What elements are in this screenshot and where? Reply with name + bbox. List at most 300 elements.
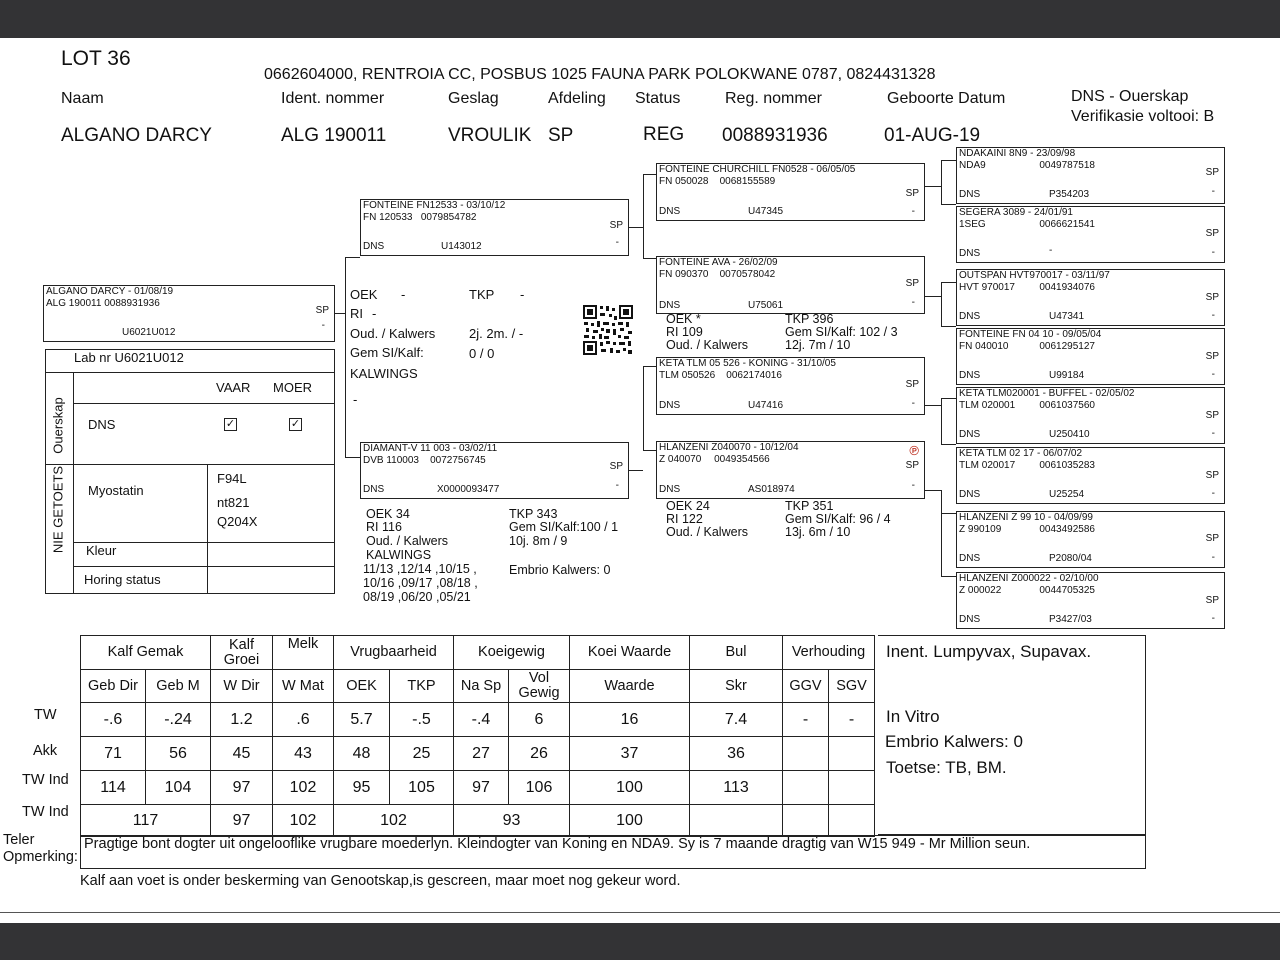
great-grandparent-reg: 0044705325 <box>1039 585 1095 596</box>
ebv-table <box>80 635 875 837</box>
dam-kalwings-line1: 11/13 ,12/14 ,10/15 , <box>363 562 477 576</box>
animal-tkp-label: TKP <box>469 287 495 302</box>
great-grandparent-dash: - <box>1211 552 1215 563</box>
tw-ind-cell: 95 <box>334 771 390 805</box>
group-header: Melk <box>273 636 334 670</box>
gp-ava-gem: Gem SI/Kalf: 102 / 3 <box>785 325 898 339</box>
grandparent-dns: DNS <box>659 400 681 411</box>
label-geboorte: Geboorte Datum <box>887 90 1006 107</box>
tw-ind-cell: 113 <box>690 771 783 805</box>
tw-ind-cell <box>829 771 875 805</box>
animal-dash: - <box>321 320 325 331</box>
connector <box>643 450 656 451</box>
great-grandparent-box <box>956 269 1225 326</box>
great-grandparent-code: P3427/03 <box>1049 614 1092 625</box>
great-grandparent-sp: SP <box>1205 167 1219 178</box>
grandparent-code: AS018974 <box>748 484 795 495</box>
connector <box>941 282 942 326</box>
connector <box>941 160 956 161</box>
connector <box>941 444 956 445</box>
connector <box>925 186 941 187</box>
grandparent-dash: - <box>911 398 915 409</box>
grandparent-dash: - <box>911 480 915 491</box>
connector <box>643 174 656 175</box>
grandparent-sp: SP <box>905 460 919 471</box>
tw-ind-group-cell: 97 <box>211 805 273 837</box>
dam-title: DIAMANT-V 11 003 - 03/02/11 <box>363 443 498 454</box>
great-grandparent-ids <box>959 585 1095 597</box>
connector <box>941 398 942 444</box>
sire-reg: 0079854782 <box>420 212 477 223</box>
sub-header: SGV <box>829 670 875 703</box>
connector <box>941 204 956 205</box>
connector <box>925 405 941 406</box>
sub-header: Skr <box>690 670 783 703</box>
top-bar <box>0 0 1280 38</box>
great-grandparent-ident: TLM 020017 <box>959 460 1016 471</box>
great-grandparent-sp: SP <box>1205 533 1219 544</box>
remark-box <box>80 835 1146 869</box>
society-logo-icon: ℗ <box>909 443 919 458</box>
grandparent-sp: SP <box>905 278 919 289</box>
great-grandparent-sp: SP <box>1205 228 1219 239</box>
akk-cell: 45 <box>211 737 273 771</box>
grandparent-reg: 0070578042 <box>719 269 776 280</box>
great-grandparent-title: KETA TLM 02 17 - 06/07/02 <box>959 448 1083 459</box>
gp-hlanzeni-tkp: TKP 351 <box>785 499 834 513</box>
animal-title: ALGANO DARCY - 01/08/19 <box>46 286 174 297</box>
tw-ind-group-cell <box>829 805 875 837</box>
dam-ids <box>363 455 486 467</box>
bottom-bar <box>0 923 1280 960</box>
label-geslag: Geslag <box>448 90 499 107</box>
great-grandparent-dash: - <box>1211 369 1215 380</box>
grandparent-reg: 0068155589 <box>719 176 776 187</box>
grandparent-ident: FN 050028 <box>659 176 709 187</box>
value-ident: ALG 190011 <box>281 125 387 146</box>
footer-note: Kalf aan voet is onder beskerming van Genootskap,is gescreen, maar moet nog gekeur word. <box>80 873 681 889</box>
animal-kalwings-label: KALWINGS <box>350 366 418 381</box>
connector <box>643 366 656 367</box>
great-grandparent-ident: Z 000022 <box>959 585 1002 596</box>
divider <box>46 372 334 373</box>
great-grandparent-dash: - <box>1211 428 1215 439</box>
great-grandparent-dash: - <box>1211 247 1215 258</box>
grandparent-sp: SP <box>905 188 919 199</box>
great-grandparent-dns: DNS <box>959 248 981 259</box>
great-grandparent-dns: DNS <box>959 429 981 440</box>
dam-kalwings-line2: 10/16 ,09/17 ,08/18 , <box>363 576 478 590</box>
tw-ind-cell: 106 <box>509 771 570 805</box>
grandparent-ids <box>659 269 775 281</box>
connector <box>643 366 644 450</box>
label-status: Status <box>635 90 681 107</box>
great-grandparent-ident: NDA9 <box>959 160 986 171</box>
connector <box>643 258 656 259</box>
animal-ids: ALG 190011 0088931936 <box>46 298 160 309</box>
akk-cell <box>829 737 875 771</box>
animal-code: U6021U012 <box>122 327 176 338</box>
sub-header: Na Sp <box>454 670 509 703</box>
great-grandparent-sp: SP <box>1205 292 1219 303</box>
sub-header: OEK <box>334 670 390 703</box>
tw-cell: - <box>829 703 875 737</box>
dam-kalwings-line3: 08/19 ,06/20 ,05/21 <box>363 590 471 604</box>
grandparent-box <box>656 357 925 415</box>
great-grandparent-ident: 1SEG <box>959 219 986 230</box>
grandparent-box <box>656 441 925 499</box>
dam-oud-value: 10j. 8m / 9 <box>509 534 568 548</box>
great-grandparent-title: HLANZENI Z000022 - 02/10/00 <box>959 573 1099 584</box>
great-grandparent-box <box>956 387 1225 444</box>
sub-header: W Mat <box>273 670 334 703</box>
great-grandparent-dash: - <box>1211 488 1215 499</box>
dam-box <box>360 442 629 499</box>
lab-box <box>45 349 335 594</box>
grandparent-dash: - <box>911 297 915 308</box>
grandparent-reg: 0049354566 <box>714 454 770 465</box>
grandparent-code: U75061 <box>748 300 784 311</box>
group-header: Bul <box>690 636 783 670</box>
value-reg: 0088931936 <box>722 125 828 146</box>
grandparent-box <box>656 256 925 314</box>
tw-ind-group-cell: 102 <box>334 805 454 837</box>
great-grandparent-ids <box>959 460 1095 472</box>
dam-code: X0000093477 <box>437 484 500 495</box>
tw-ind-cell: 102 <box>273 771 334 805</box>
tw-ind-cell <box>783 771 829 805</box>
great-grandparent-title: SEGERA 3089 - 24/01/91 <box>959 207 1073 218</box>
myostatin-label: Myostatin <box>88 483 144 498</box>
connector <box>941 160 942 204</box>
great-grandparent-dash: - <box>1211 310 1215 321</box>
animal-ri-value: - <box>372 306 377 321</box>
divider <box>207 464 208 594</box>
great-grandparent-sp: SP <box>1205 595 1219 606</box>
grandparent-title: FONTEINE AVA - 26/02/09 <box>659 257 778 268</box>
great-grandparent-reg: 0061295127 <box>1039 341 1095 352</box>
great-grandparent-box <box>956 572 1225 629</box>
sire-title: FONTEINE FN12533 - 03/10/12 <box>363 200 506 211</box>
remark-text: Pragtige bont dogter uit ongelooflike vrugbare moederlyn. Kleindogter van Koning en NDA9. Sy is 7 maande dragtig van W15 949 - Mr Million seun. <box>84 836 1031 852</box>
great-grandparent-title: KETA TLM020001 - BUFFEL - 02/05/02 <box>959 388 1135 399</box>
great-grandparent-reg: 0043492586 <box>1039 524 1095 535</box>
great-grandparent-box <box>956 447 1225 504</box>
lab-dns-label: DNS <box>88 417 116 432</box>
divider <box>0 912 1280 913</box>
grandparent-dns: DNS <box>659 484 681 495</box>
connector <box>345 257 360 258</box>
label-afdeling: Afdeling <box>548 90 606 107</box>
kleur-label: Kleur <box>86 543 117 558</box>
tw-ind-cell: 97 <box>454 771 509 805</box>
group-header: Vrugbaarheid <box>334 636 454 670</box>
sub-header: Waarde <box>570 670 690 703</box>
tw-cell: -.6 <box>81 703 146 737</box>
gp-hlanzeni-ri: RI 122 <box>666 512 703 526</box>
vaar-header: VAAR <box>216 380 251 395</box>
value-geboorte: 01-AUG-19 <box>884 125 981 146</box>
grandparent-ident: TLM 050526 <box>659 370 716 381</box>
great-grandparent-ids <box>959 282 1095 294</box>
great-grandparent-dns: DNS <box>959 370 981 381</box>
tw-ind-cell: 114 <box>81 771 146 805</box>
connector <box>643 174 644 258</box>
grandparent-box <box>656 163 925 221</box>
value-status: REG <box>643 124 685 145</box>
dam-ri: RI 116 <box>366 520 402 534</box>
dam-gem: Gem SI/Kalf:100 / 1 <box>509 520 619 534</box>
dam-tkp: TKP 343 <box>509 507 558 521</box>
tw-cell: .6 <box>273 703 334 737</box>
animal-oud-value: 2j. 2m. / - <box>469 326 524 341</box>
grandparent-reg: 0062174016 <box>726 370 782 381</box>
breeder-contact: 0662604000, RENTROIA CC, POSBUS 1025 FAUNA PARK POLOKWANE 0787, 0824431328 <box>264 66 936 83</box>
gp-ava-tkp: TKP 396 <box>785 312 834 326</box>
sire-dns: DNS <box>363 241 385 252</box>
ouerskap-label: Ouerskap <box>50 397 66 454</box>
grandparent-ident: Z 040070 <box>659 454 702 465</box>
myostatin-value: F94L <box>217 471 247 486</box>
dns-verification: Verifikasie voltooi: B <box>1071 108 1215 125</box>
qr-code-icon <box>582 304 634 356</box>
grandparent-sp: SP <box>905 379 919 390</box>
akk-cell: 48 <box>334 737 390 771</box>
teler-label: Teler <box>3 832 35 848</box>
group-header: Koeigewig <box>454 636 570 670</box>
tw-cell: 1.2 <box>211 703 273 737</box>
dam-dns: DNS <box>363 484 385 495</box>
great-grandparent-ident: FN 040010 <box>959 341 1009 352</box>
connector <box>629 227 643 228</box>
dam-ident: DVB 110003 <box>363 455 419 466</box>
great-grandparent-code: U99184 <box>1049 370 1085 381</box>
sub-header: Geb Dir <box>81 670 146 703</box>
sub-header: W Dir <box>211 670 273 703</box>
tw-cell: -.24 <box>146 703 211 737</box>
row-label: TW Ind <box>22 772 69 788</box>
group-header: Koei Waarde <box>570 636 690 670</box>
tw-ind-group-cell: 93 <box>454 805 570 837</box>
great-grandparent-dns: DNS <box>959 189 981 200</box>
connector <box>941 326 956 327</box>
grandparent-title: HLANZENI Z040070 - 10/12/04 <box>659 442 799 453</box>
lot-number: LOT 36 <box>61 47 131 70</box>
great-grandparent-sp: SP <box>1205 410 1219 421</box>
great-grandparent-code: U250410 <box>1049 429 1090 440</box>
great-grandparent-sp: SP <box>1205 470 1219 481</box>
sire-code: U143012 <box>441 241 482 252</box>
sire-ids <box>363 212 476 224</box>
connector <box>941 513 942 576</box>
embrio-kalwers-text: Embrio Kalwers: 0 <box>885 732 1023 751</box>
great-grandparent-reg: 0041934076 <box>1039 282 1095 293</box>
sire-box <box>360 199 629 256</box>
tw-cell: 16 <box>570 703 690 737</box>
value-afdeling: SP <box>548 125 574 146</box>
grandparent-ids <box>659 176 775 188</box>
great-grandparent-dns: DNS <box>959 614 981 625</box>
connector <box>925 296 941 297</box>
tw-ind-cell: 97 <box>211 771 273 805</box>
great-grandparent-dns: DNS <box>959 311 981 322</box>
grandparent-dns: DNS <box>659 206 681 217</box>
animal-tkp-value: - <box>520 287 525 302</box>
label-naam: Naam <box>61 90 104 107</box>
great-grandparent-code: P2080/04 <box>1049 553 1092 564</box>
great-grandparent-ids <box>959 219 1095 231</box>
great-grandparent-sp: SP <box>1205 351 1219 362</box>
great-grandparent-reg: 0061037560 <box>1039 400 1095 411</box>
connector <box>925 490 941 491</box>
dam-dash: - <box>615 480 619 491</box>
great-grandparent-ident: Z 990109 <box>959 524 1002 535</box>
sire-sp: SP <box>609 220 623 231</box>
tw-ind-cell: 105 <box>390 771 454 805</box>
dam-reg: 0072756745 <box>430 455 486 466</box>
toetse-text: Toetse: TB, BM. <box>886 758 1007 777</box>
tw-cell: - <box>783 703 829 737</box>
animal-kalwings-value: - <box>353 392 358 407</box>
gp-ava-oek: OEK * <box>666 312 701 326</box>
moer-header: MOER <box>273 380 312 395</box>
sub-header: Vol Gewig <box>509 670 570 703</box>
row-label: TW Ind <box>22 804 69 820</box>
great-grandparent-code: U47341 <box>1049 311 1085 322</box>
great-grandparent-ids <box>959 400 1095 412</box>
animal-ri-label: RI <box>350 306 363 321</box>
connector <box>335 313 345 314</box>
sire-dash: - <box>615 237 619 248</box>
connector <box>941 513 956 514</box>
great-grandparent-reg: 0066621541 <box>1039 219 1095 230</box>
great-grandparent-ids <box>959 160 1095 172</box>
connector <box>941 490 942 514</box>
akk-cell: 27 <box>454 737 509 771</box>
tw-ind-group-cell: 117 <box>81 805 211 837</box>
akk-cell: 56 <box>146 737 211 771</box>
label-reg: Reg. nommer <box>725 90 822 107</box>
dam-oek: OEK 34 <box>366 507 410 521</box>
in-vitro-text: In Vitro <box>886 707 940 726</box>
connector <box>941 282 956 283</box>
great-grandparent-ids <box>959 524 1095 536</box>
gp-ava-oud-value: 12j. 7m / 10 <box>785 338 851 352</box>
great-grandparent-title: FONTEINE FN 04 10 - 09/05/04 <box>959 329 1102 340</box>
group-header: Kalf Gemak <box>81 636 211 670</box>
animal-box <box>43 285 335 342</box>
sub-header: Geb M <box>146 670 211 703</box>
great-grandparent-dash: - <box>1211 613 1215 624</box>
great-grandparent-box <box>956 328 1225 385</box>
row-label: TW <box>34 707 57 723</box>
tw-cell: -.5 <box>390 703 454 737</box>
grandparent-title: KETA TLM 05 526 - KONING - 31/10/05 <box>659 358 836 369</box>
akk-cell: 43 <box>273 737 334 771</box>
great-grandparent-title: OUTSPAN HVT970017 - 03/11/97 <box>959 270 1110 281</box>
dns-title: DNS - Ouerskap <box>1071 88 1189 105</box>
animal-oek-value: - <box>401 287 406 302</box>
group-header: Kalf Groei <box>211 636 273 670</box>
dam-oud-label: Oud. / Kalwers <box>366 534 448 548</box>
grandparent-code: U47416 <box>748 400 784 411</box>
animal-gem-label: Gem SI/Kalf: <box>350 345 424 360</box>
myostatin-value: nt821 <box>217 495 250 510</box>
great-grandparent-title: NDAKAINI 8N9 - 23/09/98 <box>959 148 1076 159</box>
great-grandparent-box <box>956 147 1225 204</box>
great-grandparent-box <box>956 206 1225 263</box>
grandparent-dash: - <box>911 206 915 217</box>
great-grandparent-code: - <box>1049 245 1053 256</box>
great-grandparent-ident: HVT 970017 <box>959 282 1015 293</box>
divider <box>46 464 334 465</box>
nie-getoets-label: NIE GETOETS <box>50 465 66 554</box>
great-grandparent-title: HLANZENI Z 99 10 - 04/09/99 <box>959 512 1093 523</box>
animal-gem-value: 0 / 0 <box>469 346 495 361</box>
tw-ind-cell: 104 <box>146 771 211 805</box>
connector <box>345 257 346 457</box>
tw-ind-group-cell <box>690 805 783 837</box>
grandparent-ids <box>659 454 770 466</box>
akk-cell: 37 <box>570 737 690 771</box>
gp-hlanzeni-oud-value: 13j. 6m / 10 <box>785 525 851 539</box>
animal-sp: SP <box>315 305 329 316</box>
grandparent-ident: FN 090370 <box>659 269 709 280</box>
dam-kalwings: KALWINGS <box>366 548 432 562</box>
row-label: Akk <box>33 743 58 759</box>
great-grandparent-box <box>956 511 1225 568</box>
great-grandparent-ids <box>959 341 1095 353</box>
akk-cell: 26 <box>509 737 570 771</box>
great-grandparent-code: P354203 <box>1049 189 1090 200</box>
connector <box>629 470 643 471</box>
tw-ind-group-cell <box>783 805 829 837</box>
grandparent-title: FONTEINE CHURCHILL FN0528 - 06/05/05 <box>659 164 856 175</box>
vaar-checkbox: ✓ <box>225 418 236 430</box>
tw-ind-group-cell: 102 <box>273 805 334 837</box>
great-grandparent-dash: - <box>1211 186 1215 197</box>
tw-cell: 6 <box>509 703 570 737</box>
divider <box>73 372 74 594</box>
myostatin-value: Q204X <box>217 514 258 529</box>
connector <box>345 457 360 458</box>
gp-ava-ri: RI 109 <box>666 325 703 339</box>
great-grandparent-code: U25254 <box>1049 489 1085 500</box>
connector <box>941 398 956 399</box>
divider <box>73 403 334 404</box>
gp-hlanzeni-oek: OEK 24 <box>666 499 710 513</box>
great-grandparent-dns: DNS <box>959 553 981 564</box>
tw-cell: -.4 <box>454 703 509 737</box>
akk-cell: 25 <box>390 737 454 771</box>
akk-cell <box>783 737 829 771</box>
gp-hlanzeni-gem: Gem SI/Kalf: 96 / 4 <box>785 512 891 526</box>
tw-cell: 7.4 <box>690 703 783 737</box>
tw-cell: 5.7 <box>334 703 390 737</box>
tw-ind-cell: 100 <box>570 771 690 805</box>
sub-header: TKP <box>390 670 454 703</box>
sire-ident: FN 120533 <box>363 212 413 223</box>
great-grandparent-reg: 0061035283 <box>1039 460 1095 471</box>
dam-sp: SP <box>609 461 623 472</box>
value-naam: ALGANO DARCY <box>61 125 212 146</box>
great-grandparent-ident: TLM 020001 <box>959 400 1016 411</box>
info-box <box>878 635 1146 835</box>
opmerking-label: Opmerking: <box>3 849 78 865</box>
great-grandparent-dns: DNS <box>959 489 981 500</box>
label-ident: Ident. nommer <box>281 90 385 107</box>
animal-oud-label: Oud. / Kalwers <box>350 326 436 341</box>
